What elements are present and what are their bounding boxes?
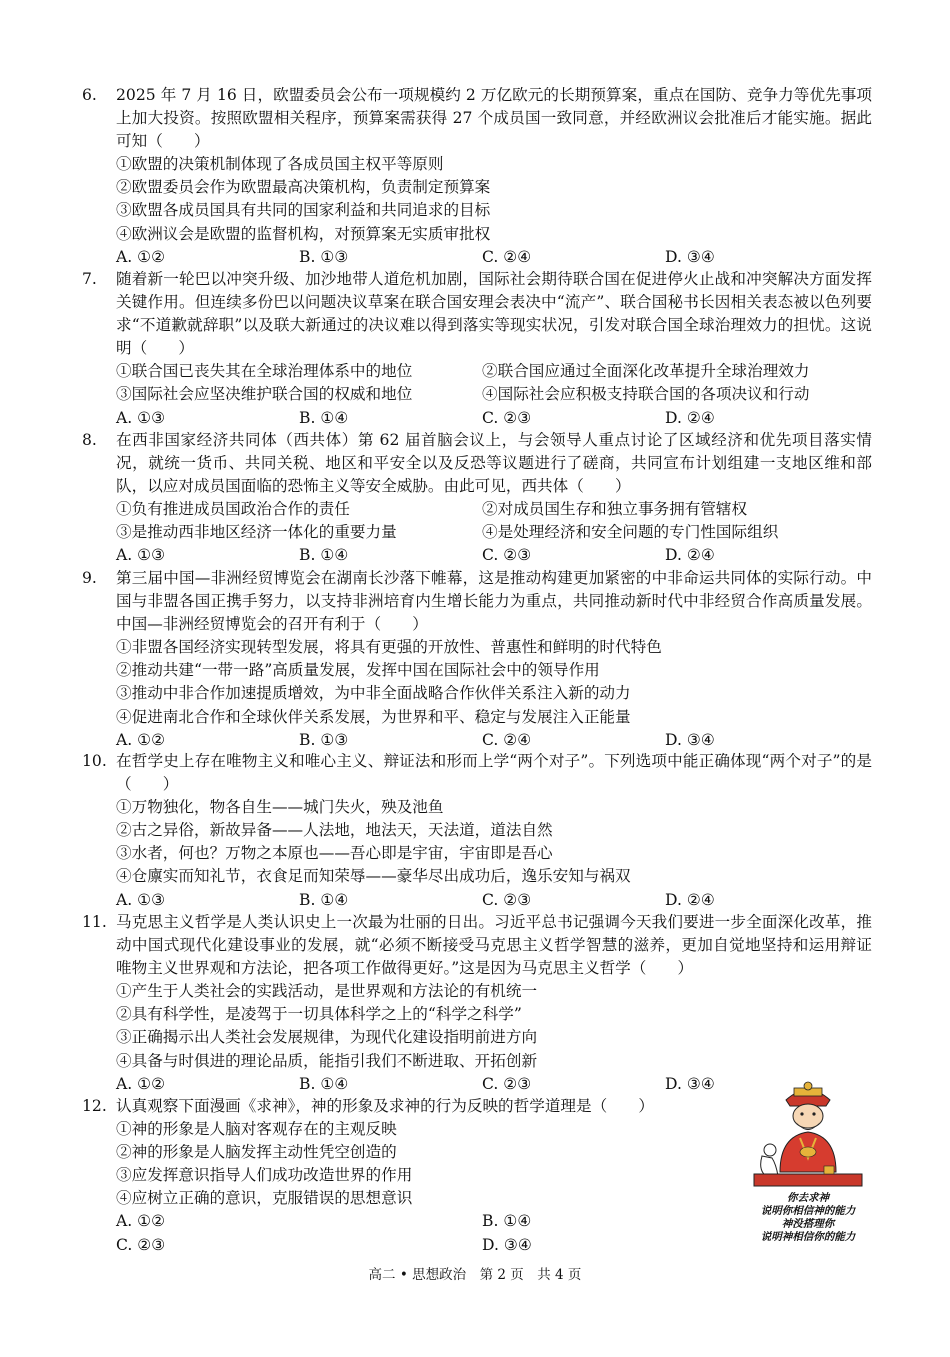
- page-footer: 高二 • 思想政治 第 2 页 共 4 页: [368, 1267, 582, 1283]
- option-item: ②联合国应通过全面深化改革提升全球治理效力: [482, 362, 810, 381]
- question-stem: 在西非国家经济共同体（西共体）第 62 届首脑会议上，与会领导人重点讨论了区域经济和优先项目落实情况，就统一货币、共同关税、地区和平安全以及反恐等议题进行了磋商，共同宣布计划组建一支地区维和部队，以应对成员国面临的恐怖主义等安全威胁。由此可见，西共体（ ）: [116, 431, 872, 496]
- caption-line: 你去求神: [787, 1192, 829, 1204]
- answer-choice-b: B. ①④: [299, 1074, 349, 1093]
- question-stem: 2025 年 7 月 16 日，欧盟委员会公布一项规模约 2 万亿欧元的长期预算案，重点在国防、竞争力等优先事项上加大投资。按照欧盟相关程序，预算案需获得 27 个成员国一致同意，并经欧洲议会批准后才能实施。据此可知（ ）: [116, 86, 872, 151]
- answer-choice-a: A. ①②: [116, 1074, 166, 1093]
- answer-choice-a: A. ①③: [116, 408, 166, 427]
- caption-line: 说明神相信你的能力: [760, 1231, 856, 1243]
- question-stem: 马克思主义哲学是人类认识史上一次最为壮丽的日出。习近平总书记强调今天我们要进一步全面深化改革，推动中国式现代化建设事业的发展，就“必须不断接受马克思主义哲学智慧的滋养，更加自觉地坚持和运用辩证唯物主义世界观和方法论，把各项工作做得更好。”这是因为马克思主义哲学（ ）: [116, 913, 872, 978]
- question-6: [82, 84, 872, 269]
- option-item: ④具备与时俱进的理论品质，能指引我们不断进取、开拓创新: [116, 1051, 538, 1070]
- question-number: 11.: [82, 913, 107, 931]
- question-10: [82, 750, 872, 912]
- answer-choice-c: C. ②③: [482, 890, 532, 909]
- answer-choices: [116, 1210, 722, 1256]
- question-number: 12.: [82, 1097, 107, 1115]
- option-grid: [116, 360, 872, 406]
- question-number: 8.: [82, 431, 97, 449]
- option-item: ③欧盟各成员国具有共同的国家利益和共同追求的目标: [116, 201, 491, 220]
- answer-choice-b: B. ①④: [299, 890, 349, 909]
- question-8: [82, 429, 872, 568]
- answer-choices: [116, 729, 872, 752]
- cartoon-caption: [744, 1192, 872, 1244]
- answer-choice-c: C. ②③: [482, 408, 532, 427]
- answer-choices: [116, 246, 872, 269]
- answer-choice-c: C. ②③: [116, 1235, 166, 1254]
- answer-choices: [116, 889, 872, 912]
- answer-choice-a: A. ①②: [116, 247, 166, 266]
- answer-choice-b: B. ①④: [482, 1212, 532, 1231]
- question-stem: 随着新一轮巴以冲突升级、加沙地带人道危机加剧，国际社会期待联合国在促进停火止战和冲突解决方面发挥关键作用。但连续多份巴以问题决议草案在联合国安理会表决中“流产”、联合国秘书长因相关表态被以色列要求“不道歉就辞职”以及联大新通过的决议难以得到落实等现实状况，引发对联合国全球治理效力的担忧。这说明（ ）: [116, 270, 872, 358]
- option-item: ④国际社会应积极支持联合国的各项决议和行动: [482, 385, 810, 404]
- question-number: 10.: [82, 752, 107, 770]
- answer-choice-a: A. ①②: [116, 1212, 166, 1231]
- question-11: [82, 911, 872, 1096]
- option-item: ②具有科学性，是凌驾于一切具体科学之上的“科学之科学”: [116, 1005, 522, 1024]
- answer-choice-a: A. ①③: [116, 546, 166, 565]
- option-item: ②推动共建“一带一路”高质量发展，发挥中国在国际社会中的领导作用: [116, 661, 600, 680]
- option-item: ③正确揭示出人类社会发展规律，为现代化建设指明前进方向: [116, 1028, 538, 1047]
- question-number: 9.: [82, 569, 97, 587]
- caption-line: 说明你相信神的能力: [760, 1205, 856, 1217]
- answer-choice-b: B. ①④: [299, 408, 349, 427]
- option-item: ①万物独化，物各自生——城门失火，殃及池鱼: [116, 798, 444, 817]
- option-item: ①产生于人类社会的实践活动，是世界观和方法论的有机统一: [116, 982, 538, 1001]
- answer-choice-d: D. ②④: [665, 408, 715, 427]
- answer-choice-d: D. ②④: [665, 890, 715, 909]
- option-item: ②古之异俗，新故异备——人法地，地法天，天法道，道法自然: [116, 821, 553, 840]
- option-item: ①非盟各国经济实现转型发展，将具有更强的开放性、普惠性和鲜明的时代特色: [116, 638, 662, 657]
- option-item: ①神的形象是人脑对客观存在的主观反映: [116, 1120, 397, 1139]
- option-item: ①联合国已丧失其在全球治理体系中的地位: [116, 362, 413, 381]
- option-item: ④促进南北合作和全球伙伴关系发展，为世界和平、稳定与发展注入正能量: [116, 707, 631, 726]
- caption-line: 神没搭理你: [781, 1218, 835, 1230]
- option-item: ③国际社会应坚决维护联合国的权威和地位: [116, 385, 413, 404]
- question-12: [82, 1095, 722, 1257]
- option-item: ③是推动西非地区经济一体化的重要力量: [116, 523, 397, 542]
- question-number: 6.: [82, 86, 97, 104]
- question-stem: 在哲学史上存在唯物主义和唯心主义、辩证法和形而上学“两个对子”。下列选项中能正确体现“两个对子”的是（ ）: [116, 752, 872, 794]
- answer-choice-b: B. ①③: [299, 730, 349, 749]
- option-item: ④应树立正确的意识，克服错误的思想意识: [116, 1189, 413, 1208]
- answer-choice-d: D. ②④: [665, 546, 715, 565]
- question-stem: 第三届中国—非洲经贸博览会在湖南长沙落下帷幕，这是推动构建更加紧密的中非命运共同体的实际行动。中国与非盟各国正携手努力，以支持非洲培育内生增长能力为重点，共同推动新时代中非经贸合作高质量发展。中国—非洲经贸博览会的召开有利于（ ）: [116, 569, 872, 634]
- option-item: ①负有推进成员国政治合作的责任: [116, 500, 350, 519]
- answer-choice-b: B. ①③: [299, 247, 349, 266]
- answer-choice-d: D. ③④: [665, 1074, 715, 1093]
- answer-choices: [116, 544, 872, 567]
- question-7: [82, 268, 872, 430]
- option-item: ④仓廪实而知礼节，衣食足而知荣辱——豪华尽出成功后，逸乐安知与祸双: [116, 867, 631, 886]
- option-item: ④是处理经济和安全问题的专门性国际组织: [482, 523, 779, 542]
- option-item: ②对成员国生存和独立事务拥有管辖权: [482, 500, 748, 519]
- option-item: ③推动中非合作加速提质增效，为中非全面战略合作伙伴关系注入新的动力: [116, 684, 631, 703]
- answer-choices: [116, 407, 872, 430]
- question-stem: 认真观察下面漫画《求神》，神的形象及求神的行为反映的哲学道理是（ ）: [116, 1097, 654, 1115]
- answer-choice-c: C. ②④: [482, 730, 532, 749]
- answer-choice-b: B. ①④: [299, 546, 349, 565]
- question-9: [82, 567, 872, 752]
- answer-choice-c: C. ②③: [482, 546, 532, 565]
- answer-choice-c: C. ②④: [482, 247, 532, 266]
- option-item: ①欧盟的决策机制体现了各成员国主权平等原则: [116, 155, 444, 174]
- answer-choice-d: D. ③④: [665, 730, 715, 749]
- option-grid: [116, 498, 872, 544]
- cartoon-illustration: [744, 1080, 872, 1188]
- answer-choice-d: D. ③④: [482, 1235, 532, 1254]
- option-item: ②神的形象是人脑发挥主动性凭空创造的: [116, 1143, 397, 1162]
- option-item: ③水者，何也？万物之本原也——吾心即是宇宙，宇宙即是吾心: [116, 844, 553, 863]
- option-item: ③应发挥意识指导人们成功改造世界的作用: [116, 1166, 413, 1185]
- option-item: ④欧洲议会是欧盟的监督机构，对预算案无实质审批权: [116, 224, 491, 243]
- question-number: 7.: [82, 270, 97, 288]
- cartoon-qiushen: [744, 1080, 872, 1250]
- answer-choice-a: A. ①③: [116, 890, 166, 909]
- answer-choice-a: A. ①②: [116, 730, 166, 749]
- answer-choice-c: C. ②③: [482, 1074, 532, 1093]
- option-item: ②欧盟委员会作为欧盟最高决策机构，负责制定预算案: [116, 178, 491, 197]
- answer-choice-d: D. ③④: [665, 247, 715, 266]
